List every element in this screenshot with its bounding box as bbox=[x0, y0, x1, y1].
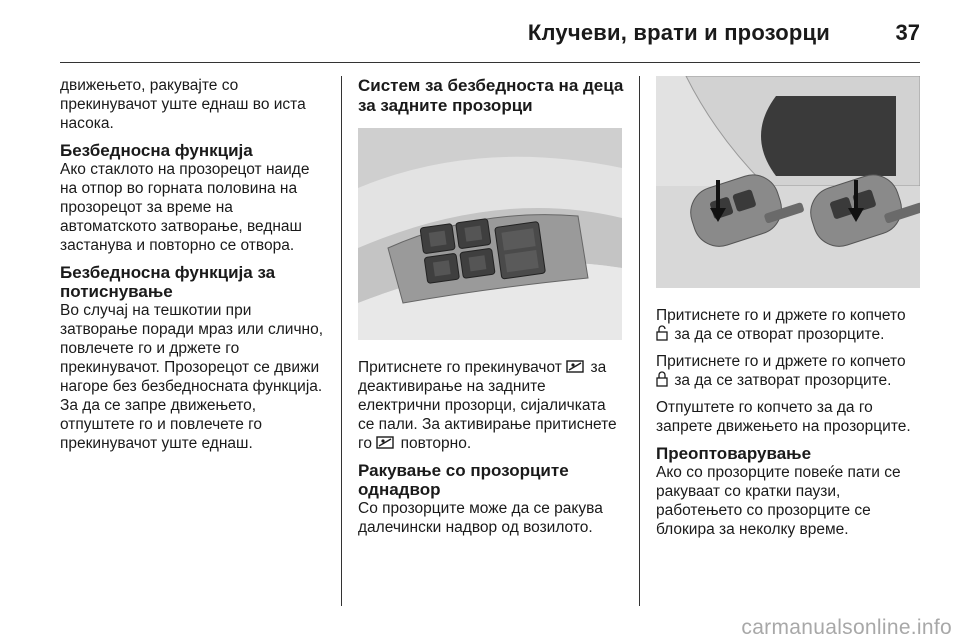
page-header bbox=[60, 14, 920, 54]
section-heading: Безбедносна функција bbox=[60, 141, 253, 160]
column-divider bbox=[639, 76, 640, 606]
remote-key-image bbox=[656, 76, 920, 288]
remote-key-illustration bbox=[656, 76, 920, 288]
watermark: carmanualsonline.info bbox=[741, 616, 952, 639]
header-rule bbox=[60, 62, 920, 63]
release-paragraph: Отпуштете го копчето за да го запрете движењето на прозорците. bbox=[656, 399, 911, 435]
intro-paragraph: движењето, ракувајте со прекинувачот уште еднаш во иста насока. bbox=[60, 77, 306, 132]
unlock-paragraph: Притиснете го и држете го копчето за да се отворат прозорците. bbox=[656, 307, 906, 343]
header-title: Клучеви, врати и прозорци bbox=[527, 20, 830, 45]
section-heading: Ракување со прозорците однадвор bbox=[358, 461, 569, 499]
child-lock-paragraph: Притиснете го прекинувачот за деактивирање на задните електрични прозорци, сијаличката се пали. За активирање притиснете го повторно. bbox=[358, 359, 617, 452]
child-lock-icon bbox=[376, 435, 394, 450]
door-switch-illustration bbox=[358, 128, 622, 340]
page-number: 37 bbox=[895, 20, 920, 45]
section-body: Ако со прозорците повеќе пати се ракуваат со кратки паузи, работењето со прозорците се блокира за неколку време. bbox=[656, 464, 901, 538]
column-2 bbox=[358, 76, 624, 545]
section-body: Во случај на тешкотии при затворање поради мраз или слично, повлечете го и држете го прекинувачот. Прозорецот се движи нагоре без безбедносната функција. За да се запре движењето, отпуштете го и повлечете го прекинувачот уште еднаш. bbox=[60, 302, 324, 452]
child-lock-icon bbox=[566, 359, 584, 374]
section-heading: Безбедносна функција за потиснување bbox=[60, 263, 276, 301]
door-panel-image bbox=[358, 128, 622, 340]
column-1 bbox=[60, 76, 326, 461]
lock-paragraph: Притиснете го и држете го копчето за да се затворат прозорците. bbox=[656, 353, 906, 389]
column-3 bbox=[656, 76, 920, 547]
section-body: Со прозорците може да се ракува далечински надвор од возилото. bbox=[358, 500, 603, 536]
section-heading: Преоптоварување bbox=[656, 444, 812, 463]
column-divider bbox=[341, 76, 342, 606]
section-heading: Систем за безбедноста на деца за задните прозорци bbox=[358, 76, 624, 115]
unlock-icon bbox=[656, 325, 668, 341]
section-body: Ако стаклото на прозорецот наиде на отпор во горната половина на прозорецот за време на автоматското затворање, веднаш застанува и повторно се отвора. bbox=[60, 161, 310, 254]
lock-icon bbox=[656, 371, 668, 387]
